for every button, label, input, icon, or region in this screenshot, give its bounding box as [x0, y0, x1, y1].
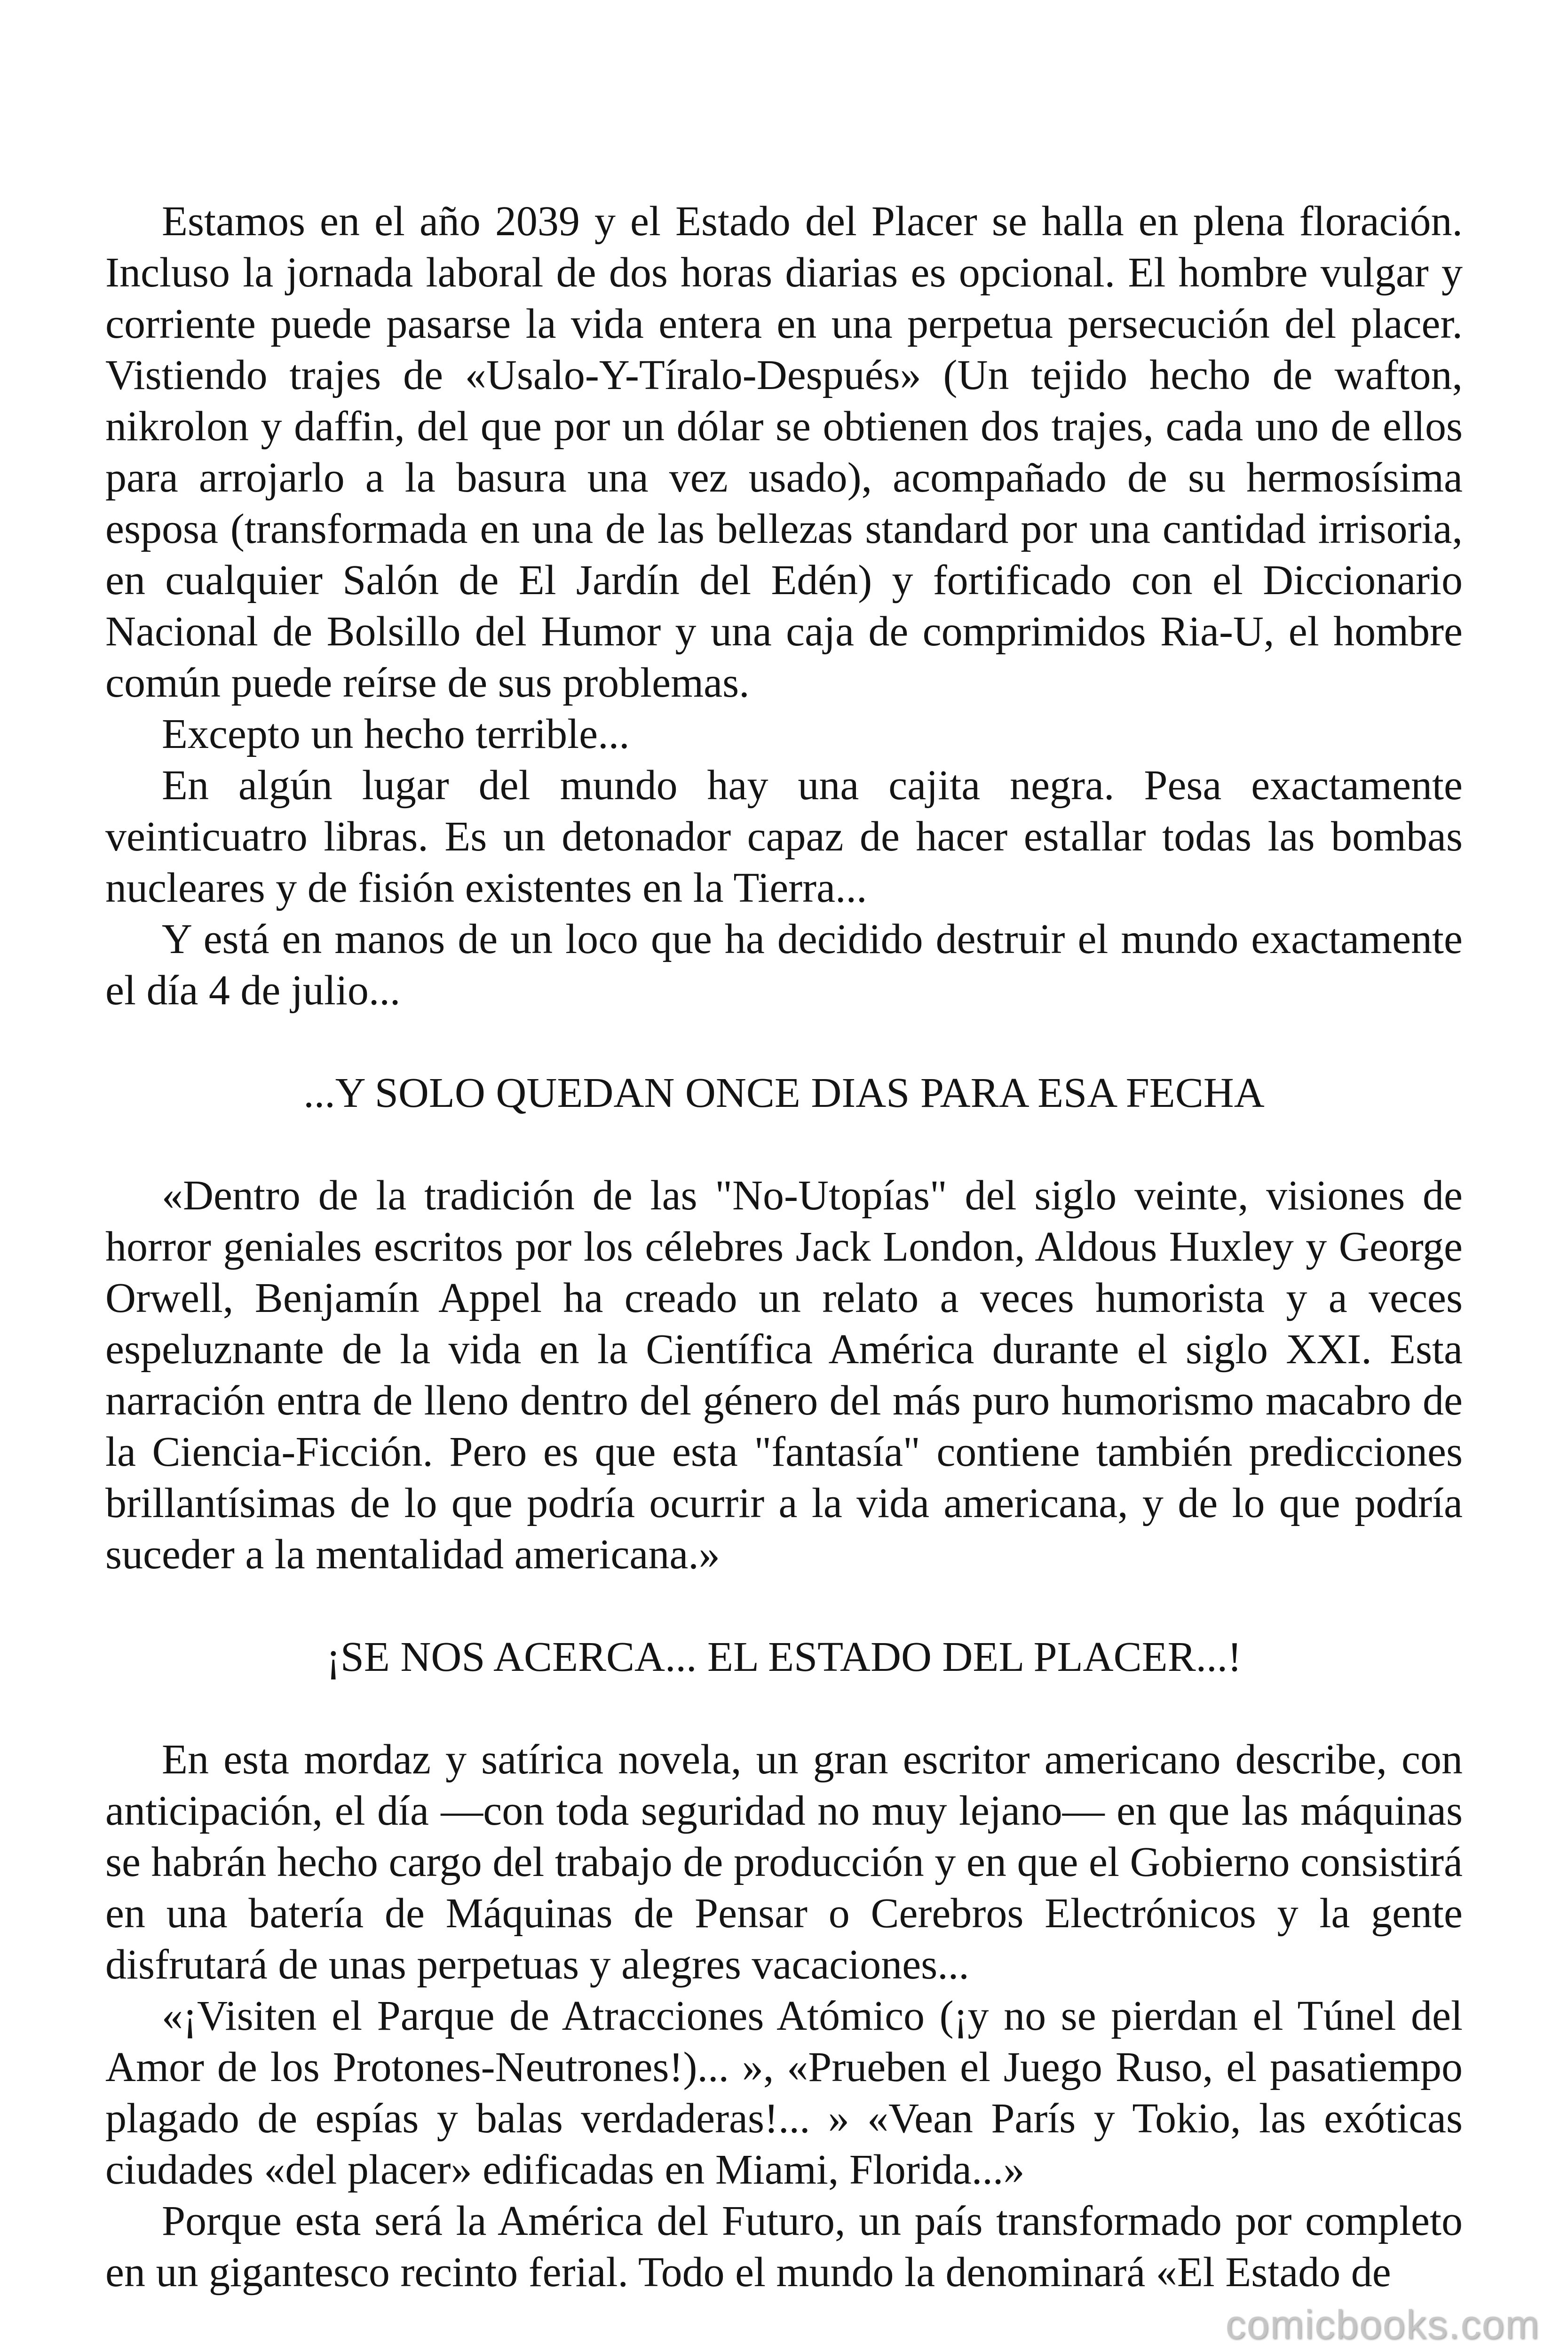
paragraph-black-box: En algún lugar del mundo hay una cajita negra. Pesa exactamente veinticuatro libras. Es un detonador capaz de hacer estallar todas las bombas nucleares y de fisión existentes en la Tierra... [105, 762, 1463, 911]
site-watermark: comicbooks.com [1225, 2302, 1540, 2347]
paragraph-advertisements: «¡Visiten el Parque de Atracciones Atómico (¡y no se pierdan el Túnel del Amor de los Protones-Neutrones!)... », «Prueben el Juego Ruso, el pasatiempo plagado de espías y balas verdaderas!... » «Vean París y Tokio, las exóticas ciudades «del placer» edificadas en Miami, Florida...» [105, 1993, 1463, 2193]
heading-eleven-days: ...Y SOLO QUEDAN ONCE DIAS PARA ESA FECHA [303, 1070, 1265, 1116]
paragraph-setting: Estamos en el año 2039 y el Estado del Placer se halla en plena floración. Incluso la jornada laboral de dos horas diarias es opcional. El hombre vulgar y corriente puede pasarse la vida entera en una perpetua persecución del placer. Vistiendo trajes de «Usalo-Y-Tíralo-Después» (Un tejido hecho de wafton, nikrolon y daffin, del que por un dólar se obtienen dos trajes, cada uno de ellos para arrojarlo a la basura una vez usado), acompañado de su hermosísima esposa (transformada en una de las bellezas standard por una cantidad irrisoria, en cualquier Salón de El Jardín del Edén) y fortificado con el Diccionario Nacional de Bolsillo del Humor y una caja de comprimidos Ria-U, el hombre común puede reírse de sus problemas. [105, 198, 1463, 706]
heading-pleasure-state: ¡SE NOS ACERCA... EL ESTADO DEL PLACER...! [326, 1634, 1242, 1680]
back-cover-blurb [105, 196, 1463, 2298]
paragraph-madman: Y está en manos de un loco que ha decidido destruir el mundo exactamente el día 4 de julio... [105, 916, 1463, 1014]
paragraph-review-quote: «Dentro de la tradición de las "No-Utopías" del siglo veinte, visiones de horror geniales escritos por los célebres Jack London, Aldous Huxley y George Orwell, Benjamín Appel ha creado un relato a veces humorista y a veces espeluznante de la vida en la Científica América durante el siglo XXI. Esta narración entra de lleno dentro del género del más puro humorismo macabro de la Ciencia-Ficción. Pero es que esta "fantasía" contiene también predicciones brillantísimas de lo que podría ocurrir a la vida americana, y de lo que podría suceder a la mentalidad americana.» [105, 1172, 1463, 1578]
paragraph-america-future: Porque esta será la América del Futuro, un país transformado por completo en un gigantesco recinto ferial. Todo el mundo la denominará «El Estado de [105, 2198, 1463, 2296]
paragraph-novel-description: En esta mordaz y satírica novela, un gran escritor americano describe, con anticipación, el día —con toda seguridad no muy lejano— en que las máquinas se habrán hecho cargo del trabajo de producción y en que el Gobierno consistirá en una batería de Máquinas de Pensar o Cerebros Electrónicos y la gente disfrutará de unas perpetuas y alegres vacaciones... [105, 1736, 1463, 1988]
paragraph-except: Excepto un hecho terrible... [162, 711, 630, 757]
